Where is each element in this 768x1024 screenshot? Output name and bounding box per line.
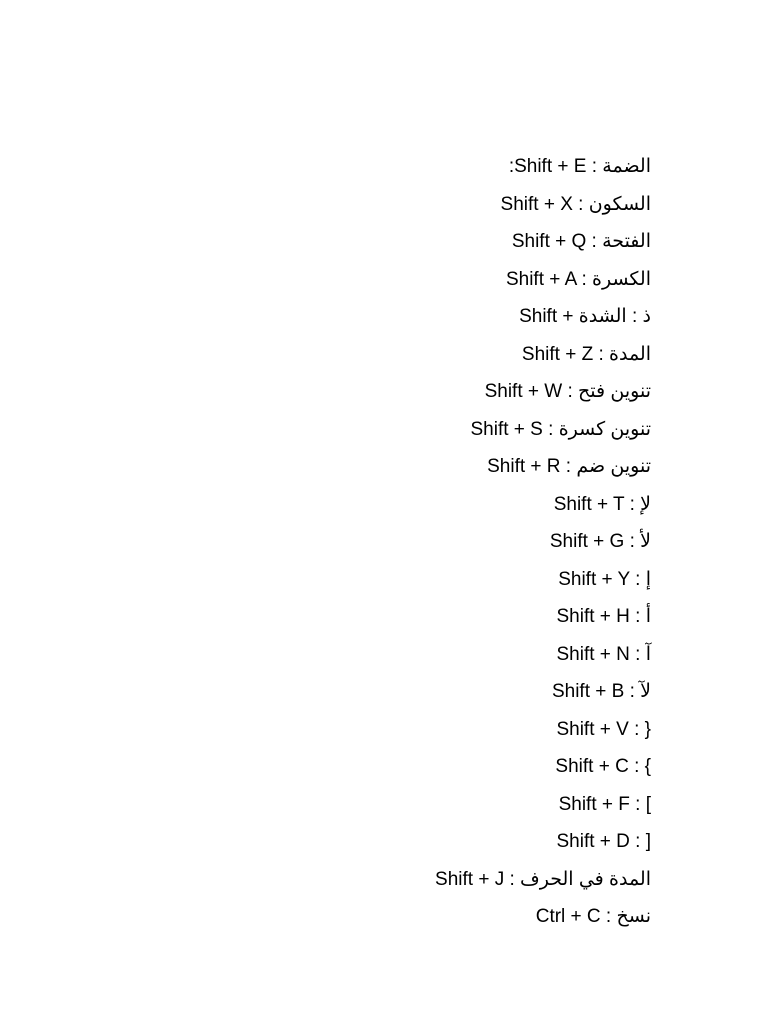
shortcut-tatweel: Shift + J : المدة في الحرف (435, 868, 651, 890)
shortcut-lam-alef-hamza-above: Shift + G : لأ (549, 531, 651, 552)
shortcut-shadda: Shift + ذ : الشدة (519, 306, 651, 327)
shortcut-alef-hamza-below: Shift + Y : إ (558, 568, 651, 590)
shortcut-close-brace: Shift + V : } (556, 718, 651, 740)
shortcut-copy: Ctrl + C : نسخ (535, 906, 651, 927)
shortcut-damma: :Shift + E : الضمة (508, 156, 651, 177)
shortcut-lam-alef-madda: Shift + B : لآ (551, 681, 651, 702)
shortcut-alef-hamza-above: Shift + H : أ (556, 606, 651, 627)
shortcut-lam-alef-hamza-below: Shift + T : لإ (553, 493, 651, 515)
shortcut-tanween-fath: Shift + W : تنوين فتح (484, 381, 651, 402)
shortcut-tanween-damm: Shift + R : تنوين ضم (487, 456, 651, 477)
shortcut-alef-madda: Shift + N : آ (556, 643, 651, 665)
shortcut-kasra: Shift + A : الكسرة (505, 268, 651, 290)
shortcut-open-brace: Shift + C : { (555, 756, 651, 777)
shortcut-close-bracket: Shift + D : ] (556, 831, 651, 852)
shortcut-tanween-kasr: Shift + S : تنوين كسرة (470, 418, 651, 440)
shortcut-open-bracket: Shift + F : [ (558, 793, 651, 815)
shortcut-fatha: Shift + Q : الفتحة (511, 231, 651, 252)
shortcut-madda: Shift + Z : المدة (521, 343, 651, 365)
shortcut-sukun: Shift + X : السكون (500, 193, 651, 215)
shortcut-list (51, 148, 651, 936)
